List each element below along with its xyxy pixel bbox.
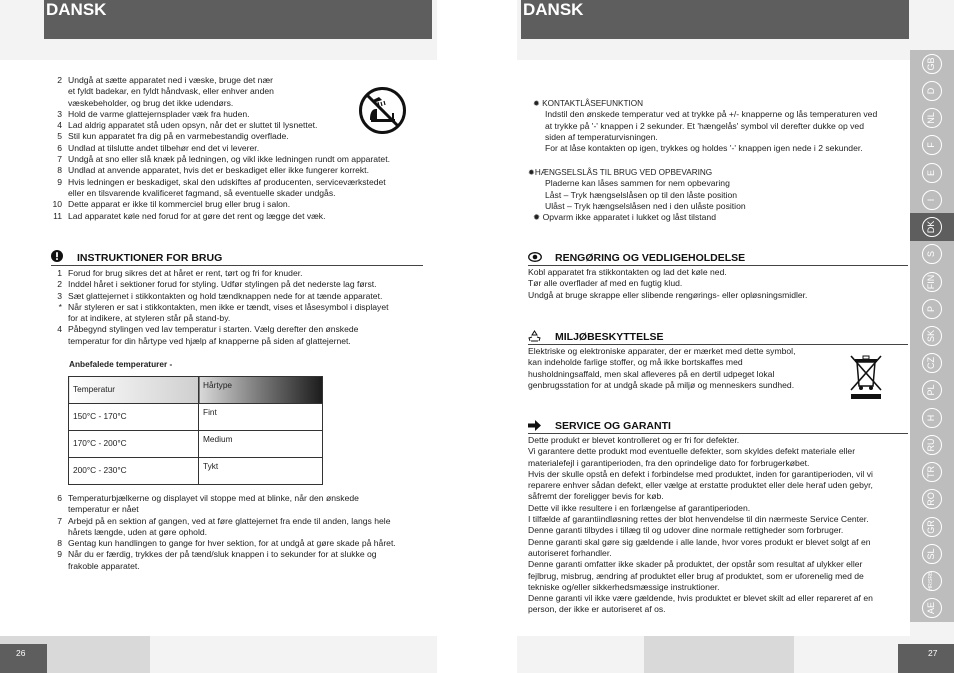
list-text: Gentag kun handlingen to gange for hver sektion, for at undgå at gøre skade på håret.	[68, 538, 396, 549]
text-line: kan indeholde farlige stoffer, og må ikke bortskaffes med	[528, 357, 743, 368]
list-text: Undgå at sætte apparatet ned i væske, bruge det nær	[68, 75, 273, 85]
list-text: for at indikere, at styleren står på stand-by.	[68, 313, 231, 324]
language-tab-label: RU	[922, 435, 942, 455]
list-text: Undgå at sno eller slå knæk på ledningen, og vikl ikke ledningen rundt om apparatet.	[68, 154, 390, 165]
lock-function-title	[533, 98, 913, 109]
list-text: Undlad at anvende apparatet, hvis det er beskadiget eller ikke fungerer korrekt.	[68, 165, 369, 176]
language-tab-label: SK	[922, 326, 942, 346]
list-item	[44, 268, 424, 279]
list-number: 10	[52, 199, 62, 210]
language-tab-f[interactable]	[910, 132, 954, 159]
lock-function-section	[533, 98, 913, 154]
instructions-title: INSTRUKTIONER FOR BRUG	[77, 252, 223, 264]
language-tab-ro[interactable]	[910, 486, 954, 513]
language-tab-p[interactable]	[910, 295, 954, 322]
arrow-right-icon	[528, 420, 541, 431]
list-text: Forud for brug sikres det at håret er rent, tørt og fri for knuder.	[68, 268, 303, 278]
language-tab-dk[interactable]	[910, 213, 954, 240]
sun-bullet-icon: ✹	[528, 168, 535, 177]
left-page-header: DANSK	[44, 0, 432, 39]
list-item	[44, 527, 424, 538]
language-tab-label: D	[922, 81, 942, 101]
list-text: frakoble apparatet.	[68, 560, 140, 571]
left-page-number: 26	[0, 644, 47, 673]
list-number: 11	[53, 210, 62, 221]
table-cell: 150°C - 170°C	[69, 404, 199, 431]
language-tab-label: NL	[922, 108, 942, 128]
text-line: husholdningsaffald, men skal afleveres på en dertil udpeget lokal	[528, 368, 775, 379]
list-number: 1	[57, 268, 62, 278]
table-row	[69, 458, 323, 485]
list-text: Hvis ledningen er beskadiget, skal den udskiftes af producenten, serviceværkstedet	[68, 176, 386, 187]
no-water-warning-icon	[359, 87, 406, 134]
list-item	[44, 302, 424, 313]
text-line: Ulåst – Tryk hængselslåsen ned i den ulåste position	[545, 200, 746, 211]
list-item	[44, 188, 424, 199]
list-number: 3	[57, 108, 62, 119]
language-tab-label: H	[922, 408, 942, 428]
language-tab-strip	[910, 50, 954, 622]
service-title: SERVICE OG GARANTI	[555, 420, 671, 432]
list-text: Lad aldrig apparatet stå uden opsyn, når det er sluttet til lysnettet.	[68, 120, 318, 131]
language-tab-label: DK	[922, 217, 942, 237]
table-header-hairtype: Hårtype	[199, 377, 323, 404]
right-footer-strip	[644, 636, 794, 673]
text-line: autoriseret forhandler.	[528, 547, 612, 558]
language-tab-sl[interactable]	[910, 540, 954, 567]
hinge-lock-title-text: HÆNGSELSLÅS TIL BRUG VED OPBEVARING	[534, 168, 713, 177]
text-line: Denne garanti skal gøre sig gældende i alle lande, hvor vores produkt er blevet solgt af en	[528, 536, 871, 547]
warning-icon	[51, 250, 63, 262]
language-tab-hr-srb[interactable]	[910, 568, 954, 595]
list-number: 9	[57, 176, 62, 187]
language-tab-label: GB	[922, 54, 942, 74]
text-line: Denne garanti vil ikke være gældende, hvis produktet er blevet skilt ad eller repareret af en	[528, 593, 873, 604]
hinge-lock-note-text: Opvarm ikke apparatet i lukket og låst tilstand	[542, 212, 716, 223]
language-tab-label: FIN	[922, 272, 942, 292]
list-text: Påbegynd stylingen ved lav temperatur i starten. Vælg derefter den ønskede	[68, 324, 359, 335]
instructions-continued-list	[44, 493, 424, 572]
list-number: 7	[57, 515, 62, 526]
list-item	[44, 177, 424, 188]
list-text: Hold de varme glattejernsplader væk fra huden.	[68, 108, 250, 119]
text-line: at trykke på '-' knappen i 2 sekunder. Et 'hængelås' symbol vil derefter dukke op ved	[545, 120, 864, 131]
list-text: Inddel håret i sektioner forud for styling. Udfør stylingen på det nederste lag først.	[68, 279, 377, 290]
list-item	[44, 516, 424, 527]
text-line: reparere enhver sådan defekt, eller vælge at erstatte produktet eller dele heraf uden gebyr,	[528, 480, 873, 491]
list-number: 6	[57, 142, 62, 153]
list-text: Arbejd på en sektion af gangen, ved at føre glattejernet fra ende til anden, langs hele	[68, 515, 391, 526]
text-line: Pladerne kan låses sammen for nem opbevaring	[545, 178, 730, 189]
list-number: 6	[57, 493, 62, 503]
cleaning-rule	[528, 265, 908, 266]
list-number: *	[58, 301, 62, 312]
list-text: temperatur er nået	[68, 504, 139, 515]
list-item	[44, 279, 424, 290]
text-line: For at låse kontakten op igen, trykkes og holdes '-' knappen igen nede i 2 sekunder.	[545, 143, 863, 154]
language-tab-label: I	[922, 190, 942, 210]
language-tab-label: F	[922, 135, 942, 155]
text-line: genbrugsstation for at undgå skade på miljø og menneskers sundhed.	[528, 379, 795, 390]
language-tab-sk[interactable]	[910, 322, 954, 349]
environment-rule	[528, 344, 908, 345]
lock-title-text: KONTAKTLÅSEFUNKTION	[542, 99, 643, 108]
table-cell: Fint	[199, 404, 323, 431]
hinge-lock-title	[528, 167, 908, 178]
list-item	[44, 324, 424, 335]
language-tab-tr[interactable]	[910, 459, 954, 486]
table-cell: Medium	[199, 431, 323, 458]
table-row	[69, 404, 323, 431]
hinge-lock-note	[528, 212, 908, 223]
right-page-number: 27	[898, 644, 954, 673]
language-tab-i[interactable]	[910, 186, 954, 213]
list-text: temperatur for din hårtype ved hjælp af knapperne på siden af glattejernet.	[68, 335, 351, 346]
list-item	[44, 75, 424, 86]
list-text: Temperaturbjælkerne og displayet vil stoppe med at blinke, når den ønskede	[68, 493, 359, 503]
list-item	[44, 313, 424, 324]
table-row	[69, 431, 323, 458]
text-line: Låst – Tryk hængselslåsen op til den låste position	[545, 189, 738, 200]
text-line: Denne garanti tilbydes i tillæg til og udover dine normale rettigheder som forbruger.	[528, 525, 844, 536]
language-tab-gb[interactable]	[910, 50, 954, 77]
text-line: Dette produkt er blevet kontrolleret og er fri for defekter.	[528, 435, 740, 445]
text-line: Denne garanti omfatter ikke skader på produktet, der opstår som resultat af ulykker eller	[528, 559, 863, 570]
text-line: såfremt der foreligger bevis for køb.	[528, 491, 664, 502]
language-tab-label: AE	[922, 598, 942, 618]
list-item	[44, 143, 424, 154]
list-text: Sæt glattejernet i stikkontakten og hold tændknappen nede for at tænde apparatet.	[68, 290, 383, 301]
language-tab-label: HR/SRB	[922, 571, 942, 591]
list-item	[44, 291, 424, 302]
table-header-temperature: Temperatur	[69, 377, 199, 404]
language-tab-fin[interactable]	[910, 268, 954, 295]
text-line: Tør alle overflader af med en fugtig klud.	[528, 278, 683, 289]
list-item	[44, 199, 424, 210]
environment-text	[528, 346, 828, 391]
environment-title: MILJØBESKYTTELSE	[555, 331, 664, 343]
list-item	[44, 211, 424, 222]
list-number: 7	[57, 154, 62, 165]
list-item	[44, 549, 424, 560]
list-item	[44, 493, 424, 504]
service-rule	[528, 433, 908, 434]
list-item	[44, 538, 424, 549]
sun-bullet-icon: ✹	[533, 99, 540, 108]
language-tab-label: TR	[922, 462, 942, 482]
language-tab-label: S	[922, 244, 942, 264]
list-item	[44, 561, 424, 572]
text-line: Dette vil ikke resultere i en forlængelse af garantiperioden.	[528, 502, 751, 513]
list-number: 9	[57, 549, 62, 560]
table-cell: 170°C - 200°C	[69, 431, 199, 458]
language-tab-label: P	[922, 299, 942, 319]
language-tab-e[interactable]	[910, 159, 954, 186]
language-tab-ae[interactable]	[910, 595, 954, 622]
list-number: 5	[57, 131, 62, 142]
list-item	[44, 504, 424, 515]
weee-bin-icon	[848, 353, 884, 399]
text-line: Indstil den ønskede temperatur ved at trykke på +/- knapperne og lås temperaturen ved	[545, 109, 878, 120]
language-tab-gr[interactable]	[910, 513, 954, 540]
text-line: I tilfælde af garantiindløsning rettes der blot henvendelse til din nærmeste Service Center.	[528, 514, 869, 525]
list-number: 4	[57, 324, 62, 335]
table-header-row	[69, 377, 323, 404]
language-tab-label: CZ	[922, 353, 942, 373]
table-cell: 200°C - 230°C	[69, 458, 199, 485]
text-line: materialefejl i garantiperioden, fra den oprindelige dato for forbrugerkøbet.	[528, 457, 810, 468]
list-text: et fyldt badekar, en fyldt håndvask, eller enhver anden	[68, 86, 274, 97]
list-number: 8	[57, 538, 62, 549]
list-number: 4	[57, 120, 62, 131]
service-text	[528, 435, 910, 616]
list-number: 2	[57, 75, 62, 85]
list-item	[44, 154, 424, 165]
instructions-list	[44, 268, 424, 347]
language-tab-label: SL	[922, 544, 942, 564]
cleaning-title: RENGØRING OG VEDLIGEHOLDELSE	[555, 252, 746, 264]
language-tab-label: PL	[922, 380, 942, 400]
temperature-table	[68, 376, 323, 485]
sun-bullet-icon: ✹	[533, 212, 541, 223]
list-text: Undlad at tilslutte andet tilbehør end det vi leverer.	[68, 142, 260, 153]
list-text: væskebeholder, og brug det ikke udendørs.	[68, 97, 234, 108]
temperature-heading: Anbefalede temperaturer -	[69, 359, 173, 369]
text-line: siden af temperaturvisningen.	[545, 131, 658, 142]
language-tab-d[interactable]	[910, 77, 954, 104]
language-tab-cz[interactable]	[910, 350, 954, 377]
text-line: Kobl apparatet fra stikkontakten og lad det køle ned.	[528, 267, 727, 277]
text-line: person, der ikke er autoriseret af os.	[528, 604, 666, 615]
list-number: 8	[57, 165, 62, 176]
list-number: 2	[57, 279, 62, 290]
list-text: Lad apparatet køle ned forud for at gøre det rent og lægge det væk.	[68, 210, 326, 221]
list-text: Når styleren er sat i stikkontakten, men ikke er tændt, vises et låsesymbol i displayet	[68, 301, 389, 312]
language-tab-label: RO	[922, 489, 942, 509]
text-line: Elektriske og elektroniske apparater, der er mærket med dette symbol,	[528, 346, 796, 356]
language-tab-h[interactable]	[910, 404, 954, 431]
list-number: 3	[57, 290, 62, 301]
list-text: Dette apparat er ikke til kommerciel brug eller brug i salon.	[68, 199, 291, 210]
right-page-header: DANSK	[521, 0, 909, 39]
text-line: Vi garantere dette produkt mod eventuelle defekter, som skyldes defekt materiale eller	[528, 446, 856, 457]
language-tab-label: E	[922, 163, 942, 183]
hinge-lock-section	[528, 167, 908, 223]
recycle-icon	[528, 330, 541, 343]
text-line: tekniske og/eller sikkerhedsmæssige instruktioner.	[528, 581, 720, 592]
list-text: eller en tilsvarende kvalificeret fagmand, så eventuelle skader undgås.	[68, 187, 336, 198]
hinge-lock-text	[528, 178, 908, 212]
text-line: fejlbrug, misbrug, ændring af produktet eller brug af produktet, som er uforenelig med de	[528, 570, 864, 581]
text-line: Hvis der skulle opstå en defekt i forbindelse med produktet, inden for garantiperioden, vil vi	[528, 468, 873, 479]
list-text: Når du er færdig, trykkes der på tænd/sluk knappen i to sekunder for at slukke og	[68, 549, 377, 560]
instructions-rule	[51, 265, 423, 266]
text-line: Undgå at bruge skrappe eller slibende rengørings- eller opløsningsmidler.	[528, 289, 808, 300]
language-tab-label: GR	[922, 517, 942, 537]
eye-icon	[528, 251, 542, 263]
list-item	[44, 336, 424, 347]
lock-function-text	[533, 109, 913, 154]
language-tab-s[interactable]	[910, 241, 954, 268]
cleaning-text	[528, 267, 908, 301]
table-cell: Tykt	[199, 458, 323, 485]
language-tab-pl[interactable]	[910, 377, 954, 404]
list-text: Stil kun apparatet fra dig på en varmebestandig overflade.	[68, 131, 289, 142]
language-tab-nl[interactable]	[910, 104, 954, 131]
language-tab-ru[interactable]	[910, 431, 954, 458]
list-item	[44, 165, 424, 176]
list-text: hårets længde, uden at gøre ophold.	[68, 526, 208, 537]
